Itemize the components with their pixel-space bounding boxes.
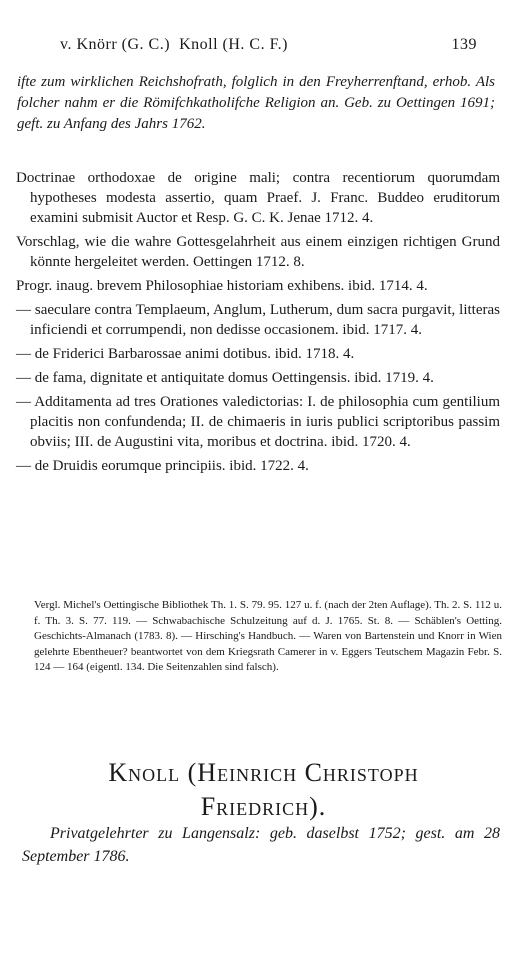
bibliography-entry: Vorschlag, wie die wahre Gottesgelahrheit aus einem einzigen richtigen Grund könnte hergeleitet werden. Oettingen 1712. 8.: [16, 234, 500, 270]
entry-title-line-2: Friedrich).: [200, 792, 327, 821]
bibliography-entry: Progr. inaug. brevem Philosophiae historiam exhibens. ibid. 1714. 4.: [16, 278, 428, 294]
bibliography-entry: — Additamenta ad tres Orationes valedictorias: I. de philosophia cum gentilium placitis non confundenda; II. de chimaeris in iuris publici scriptoribus passim obviis; III. de Augustini vita, moribus et doctrina. ibid. 1720. 4.: [16, 394, 500, 450]
biography-paragraph: Privatgelehrter zu Langensalz: geb. daselbst 1752; gest. am 28 September 1786.: [22, 825, 500, 865]
bibliography-entry: — de Druidis eorumque principiis. ibid. 1722. 4.: [16, 458, 309, 474]
intro-paragraph: ifte zum wirklichen Reichshofrath, folglich in den Freyherrenftand, erhob. Als folcher nahm er die Römifchkatholifche Religion an. Geb. zu Oettingen 1691; geft. zu Anfang des Jahrs 1762.: [17, 74, 495, 132]
bibliography-entry: — de fama, dignitate et antiquitate domus Oettingensis. ibid. 1719. 4.: [16, 370, 434, 386]
bibliography-list: [16, 168, 500, 480]
header-left: v. Knörr (G. C.) Knoll (H. C. F.): [60, 36, 289, 53]
references-note: Vergl. Michel's Oettingische Bibliothek Th. 1. S. 79. 95. 127 u. f. (nach der 2ten Auflage). Th. 2. S. 112 u. f. Th. 3. S. 77. 119. — Schwabachische Schulzeitung auf d. J. 1765. St. 8. — Schäblen's Oetting. Geschichts-Almanach (1783. 8). — Hirsching's Handbuch. — Waren von Bartenstein und Knorr in Wien gelehrte Ebentheuer? beantwortet von dem Kriegsrath Camerer in v. Eggers Teutschem Magazin Febr. S. 124 — 164 (eigentl. 134. Die Seitenzahlen sind falsch).: [34, 599, 502, 673]
entry-title: [0, 756, 527, 824]
entry-title-line-1: Knoll (Heinrich Christoph: [108, 758, 419, 787]
page-number: 139: [451, 36, 477, 53]
bibliography-entry: — saeculare contra Templaeum, Anglum, Lutherum, dum sacra purgavit, litteras inficiendi et corrumpendi, non dedisse occasionem. ibid. 1717. 4.: [16, 302, 500, 338]
bibliography-entry: — de Friderici Barbarossae animi dotibus. ibid. 1718. 4.: [16, 346, 355, 362]
bibliography-entry: Doctrinae orthodoxae de origine mali; contra recentiorum quorumdam hypotheses modesta assertio, quam Praef. J. Franc. Buddeo eruditorum examini submisit Auctor et Resp. G. C. K. Jenae 1712. 4.: [16, 170, 500, 226]
